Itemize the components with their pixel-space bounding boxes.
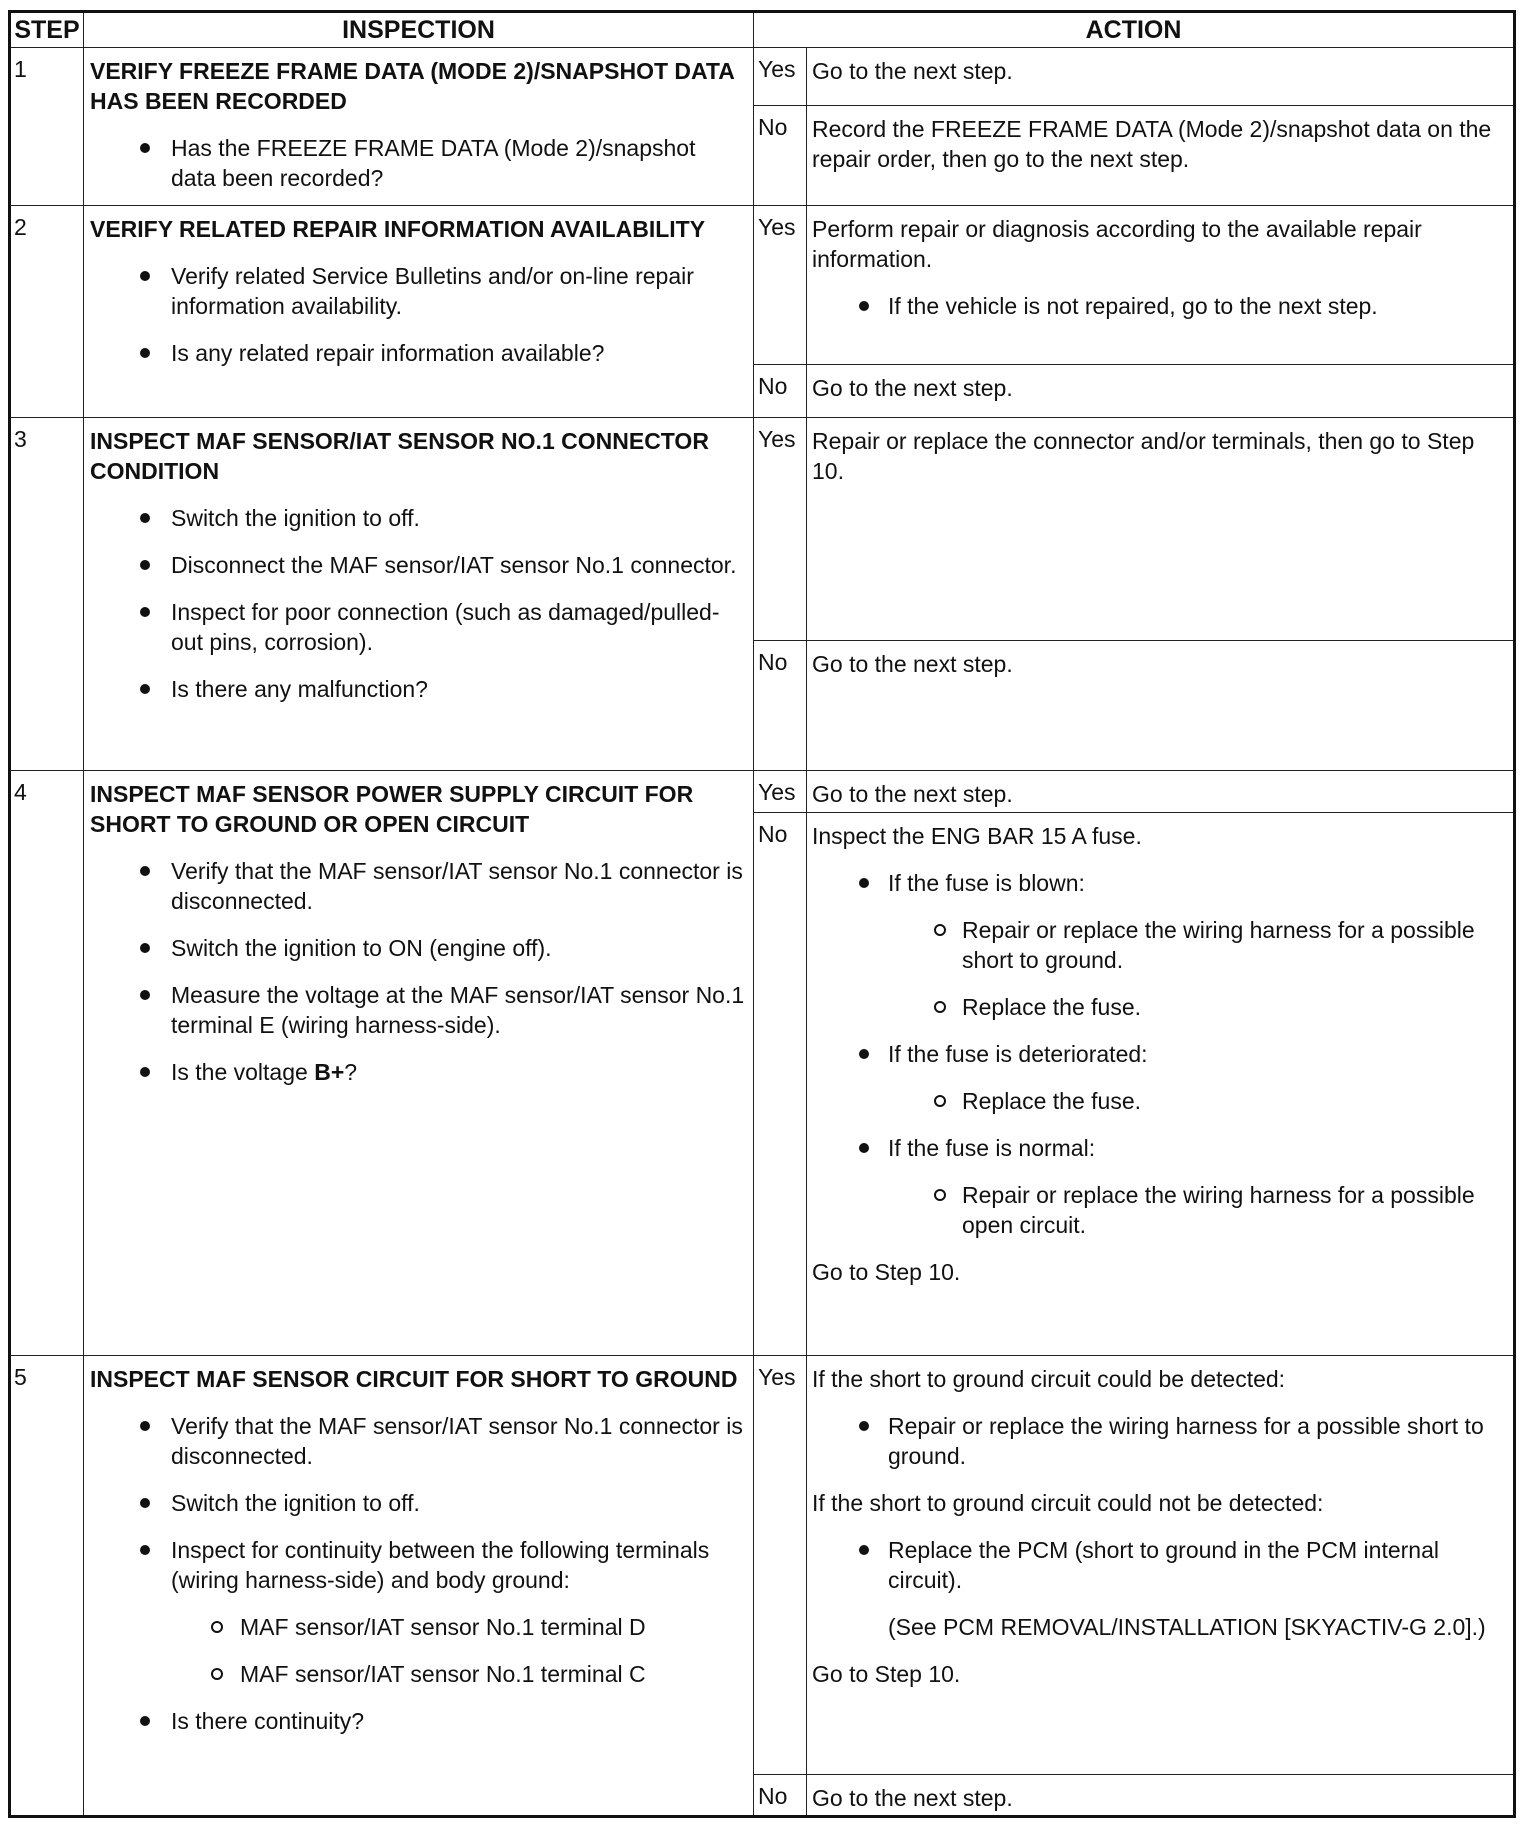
- no-label: No: [754, 1775, 807, 1817]
- action-text: Record the FREEZE FRAME DATA (Mode 2)/snapshot data on the repair order, then go to the next step.: [812, 116, 1492, 172]
- yes-label: Yes: [754, 1356, 807, 1775]
- action-text: Go to the next step.: [812, 651, 1013, 677]
- yes-label: Yes: [754, 48, 807, 106]
- action-bullet: If the vehicle is not repaired, go to the next step.: [812, 291, 1507, 321]
- action-text: Inspect the ENG BAR 15 A fuse.: [812, 823, 1142, 849]
- yes-label: Yes: [754, 206, 807, 365]
- action-text: Repair or replace the connector and/or terminals, then go to Step 10.: [812, 428, 1475, 484]
- action-sub-bullet: Replace the fuse.: [812, 992, 1507, 1022]
- inspection-title: INSPECT MAF SENSOR CIRCUIT FOR SHORT TO GROUND: [90, 1366, 738, 1392]
- action-goto: Go to Step 10.: [812, 1259, 961, 1285]
- no-label: No: [754, 813, 807, 1356]
- no-action-cell: [807, 106, 1515, 206]
- step-number: 5: [10, 1356, 84, 1817]
- inspection-title: INSPECT MAF SENSOR POWER SUPPLY CIRCUIT FOR SHORT TO GROUND OR OPEN CIRCUIT: [90, 781, 694, 837]
- inspection-bullet: Is any related repair information available?: [90, 338, 745, 368]
- voltage-question-prefix: Is the voltage: [171, 1059, 315, 1085]
- no-action-cell: [807, 365, 1515, 418]
- inspection-bullet: Is there any malfunction?: [90, 674, 745, 704]
- no-action-cell: [807, 813, 1515, 1356]
- step-number: 2: [10, 206, 84, 418]
- inspection-title: VERIFY FREEZE FRAME DATA (MODE 2)/SNAPSHOT DATA HAS BEEN RECORDED: [90, 58, 735, 114]
- diagnostic-procedure-page: [8, 10, 1514, 1826]
- action-reference: (See PCM REMOVAL/INSTALLATION [SKYACTIV-G 2.0].): [888, 1614, 1486, 1640]
- inspection-bullet: Is there continuity?: [90, 1706, 745, 1736]
- yes-action-cell: [807, 206, 1515, 365]
- action-bullet: Repair or replace the wiring harness for a possible short to ground.: [812, 1411, 1507, 1471]
- inspection-bullet: Inspect for continuity between the following terminals (wiring harness-side) and body ground:: [90, 1535, 745, 1595]
- voltage-value: B+: [314, 1059, 345, 1085]
- inspection-title: VERIFY RELATED REPAIR INFORMATION AVAILABILITY: [90, 216, 706, 242]
- action-sub-bullet: Repair or replace the wiring harness for a possible open circuit.: [812, 1180, 1507, 1240]
- inspection-bullet: Verify that the MAF sensor/IAT sensor No.1 connector is disconnected.: [90, 1411, 745, 1471]
- inspection-bullet: Inspect for poor connection (such as damaged/pulled-out pins, corrosion).: [90, 597, 745, 657]
- action-text: Go to the next step.: [812, 1785, 1013, 1811]
- table-header-row: [10, 12, 1515, 48]
- no-action-cell: [807, 641, 1515, 771]
- inspection-column-header: INSPECTION: [84, 12, 754, 48]
- inspection-bullet: Disconnect the MAF sensor/IAT sensor No.1 connector.: [90, 550, 745, 580]
- inspection-cell: [84, 48, 754, 206]
- action-text: Go to the next step.: [812, 58, 1013, 84]
- action-bullet: If the fuse is normal:: [812, 1133, 1507, 1163]
- action-sub-bullet: Replace the fuse.: [812, 1086, 1507, 1116]
- no-label: No: [754, 106, 807, 206]
- no-label: No: [754, 641, 807, 771]
- step-number: 1: [10, 48, 84, 206]
- action-text: Go to the next step.: [812, 781, 1013, 807]
- no-label: No: [754, 365, 807, 418]
- yes-action-cell: [807, 418, 1515, 641]
- inspection-bullet: Verify related Service Bulletins and/or on-line repair information availability.: [90, 261, 745, 321]
- step-5-yes-row: [10, 1356, 1515, 1775]
- inspection-sub-bullet: MAF sensor/IAT sensor No.1 terminal C: [90, 1659, 745, 1689]
- action-text: Go to the next step.: [812, 375, 1013, 401]
- step-1-yes-row: [10, 48, 1515, 106]
- inspection-sub-bullet: MAF sensor/IAT sensor No.1 terminal D: [90, 1612, 745, 1642]
- action-bullet: Replace the PCM (short to ground in the PCM internal circuit).: [812, 1535, 1507, 1595]
- step-column-header: STEP: [10, 12, 84, 48]
- inspection-cell: [84, 206, 754, 418]
- inspection-bullet: Has the FREEZE FRAME DATA (Mode 2)/snapshot data been recorded?: [90, 133, 745, 193]
- action-bullet: If the fuse is deteriorated:: [812, 1039, 1507, 1069]
- step-4-yes-row: [10, 771, 1515, 813]
- no-action-cell: [807, 1775, 1515, 1817]
- yes-action-cell: [807, 1356, 1515, 1775]
- yes-action-cell: [807, 771, 1515, 813]
- inspection-bullet: Switch the ignition to ON (engine off).: [90, 933, 745, 963]
- voltage-question-suffix: ?: [344, 1059, 358, 1085]
- diagnostic-procedure-table: [8, 10, 1516, 1818]
- action-goto: Go to Step 10.: [812, 1661, 961, 1687]
- inspection-bullet: Measure the voltage at the MAF sensor/IAT sensor No.1 terminal E (wiring harness-side).: [90, 980, 745, 1040]
- inspection-bullet: Verify that the MAF sensor/IAT sensor No.1 connector is disconnected.: [90, 856, 745, 916]
- inspection-bullet: Switch the ignition to off.: [90, 1488, 745, 1518]
- yes-label: Yes: [754, 418, 807, 641]
- action-bullet: If the fuse is blown:: [812, 868, 1507, 898]
- yes-action-cell: [807, 48, 1515, 106]
- step-number: 4: [10, 771, 84, 1356]
- inspection-cell: [84, 771, 754, 1356]
- step-2-yes-row: [10, 206, 1515, 365]
- action-column-header: ACTION: [754, 12, 1515, 48]
- action-text: If the short to ground circuit could be detected:: [812, 1366, 1286, 1392]
- inspection-title: INSPECT MAF SENSOR/IAT SENSOR NO.1 CONNECTOR CONDITION: [90, 428, 709, 484]
- inspection-bullet: Switch the ignition to off.: [90, 503, 745, 533]
- inspection-cell: [84, 1356, 754, 1817]
- action-sub-bullet: Repair or replace the wiring harness for a possible short to ground.: [812, 915, 1507, 975]
- step-number: 3: [10, 418, 84, 771]
- step-3-yes-row: [10, 418, 1515, 641]
- inspection-bullet-voltage: [90, 1057, 745, 1087]
- yes-label: Yes: [754, 771, 807, 813]
- inspection-cell: [84, 418, 754, 771]
- action-text: If the short to ground circuit could not be detected:: [812, 1490, 1324, 1516]
- action-text: Perform repair or diagnosis according to the available repair information.: [812, 216, 1422, 272]
